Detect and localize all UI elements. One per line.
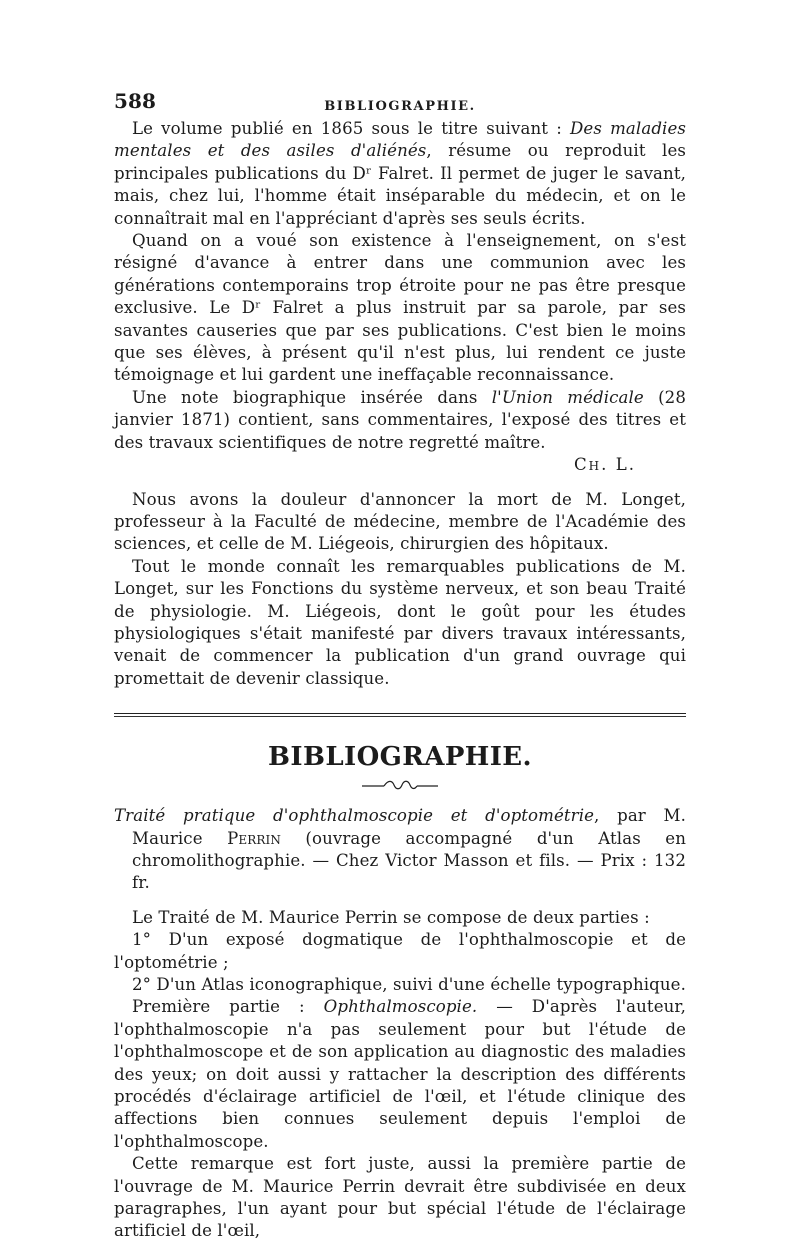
- flourish-ornament: [114, 778, 686, 795]
- running-head: [114, 89, 686, 116]
- longet-paragraph-1: Nous avons la douleur d'annoncer la mort de M. Longet, professeur à la Faculté de médecine, membre de l'Académie des sciences, et celle de M. Liégeois, chirurgien des hôpitaux.: [114, 489, 686, 554]
- review-paragraph-1: Le Traité de M. Maurice Perrin se compose de deux parties :: [132, 907, 650, 927]
- signature-line: [114, 454, 686, 476]
- bibliographic-entry: Traité pratique d'ophthalmoscopie et d'optométrie, par M. Maurice Perrin (ouvrage accompagné d'un Atlas en chromolithographie. — Chez Victor Masson et fils. — Prix : 132 fr.: [114, 806, 687, 893]
- longet-paragraph-2: Tout le monde connaît les remarquables publications de M. Longet, sur les Fonctions du système nerveux, et son beau Traité de physiologie. M. Liégeois, dont le goût pour les études physiologiques s'était manifesté par divers travaux intéressants, venait de commencer la publication d'un grand ouvrage qui promettait de devenir classique.: [114, 556, 686, 688]
- falret-paragraph-2: Quand on a voué son existence à l'enseignement, on s'est résigné d'avance à entrer dans une communion avec les générations contemporains trop étroite pour ne pas être presque exclusive. Le Dʳ Falret a plus instruit par sa parole, par ses savantes causeries que par ses publications. C'est bien le moins que ses élèves, à présent qu'il n'est plus, lui rendent ce juste témoignage et lui gardent une ineffaçable reconnaissance.: [114, 231, 686, 385]
- section-title: BIBLIOGRAPHIE.: [268, 742, 532, 773]
- book-title: Traité pratique d'ophthalmoscopie et d'optométrie: [114, 806, 595, 826]
- section-divider: [114, 713, 686, 717]
- review-paragraph-4: Première partie : Ophthalmoscopie. — D'après l'auteur, l'ophthalmoscopie n'a pas seulement pour but l'étude de l'ophthalmoscope et de son application au diagnostic des maladies des yeux; on doit aussi y rattacher la description des différents procédés d'éclairage artificiel de l'œil, et l'étude clinique des affections bien connues seulement depuis l'emploi de l'ophthalmoscope.: [114, 997, 686, 1151]
- running-title: BIBLIOGRAPHIE.: [324, 99, 476, 114]
- divider-rule-thick: [114, 713, 686, 714]
- review-paragraph-5: Cette remarque est fort juste, aussi la première partie de l'ouvrage de M. Maurice Perrin devrait être subdivisée en deux paragraphes, l'un ayant pour but spécial l'étude de l'éclairage artificiel de l'œil,: [114, 1154, 686, 1241]
- falret-paragraph-3: Une note biographique insérée dans l'Union médicale (28 janvier 1871) contient, sans commentaires, l'exposé des titres et des travaux scientifiques de notre regretté maître.: [114, 387, 687, 452]
- page-number: 588: [114, 89, 157, 113]
- divider-rule-thin: [114, 716, 686, 717]
- book-page: [114, 89, 687, 1243]
- review-paragraph-2: 1° D'un exposé dogmatique de l'ophthalmoscopie et de l'optométrie ;: [114, 930, 686, 972]
- book-author: Perrin: [227, 828, 281, 848]
- author-signature: Ch. L.: [573, 455, 636, 475]
- review-paragraph-3: 2° D'un Atlas iconographique, suivi d'une échelle typographique.: [132, 975, 686, 994]
- falret-paragraph-1: Le volume publié en 1865 sous le titre suivant : Des maladies mentales et des asiles d'aliénés, résume ou reproduit les principales publications du Dʳ Falret. Il permet de juger le savant, mais, chez lui, l'homme était inséparable du médecin, et on le connaîtrait mal en l'appréciant d'après ses seuls écrits.: [114, 119, 686, 228]
